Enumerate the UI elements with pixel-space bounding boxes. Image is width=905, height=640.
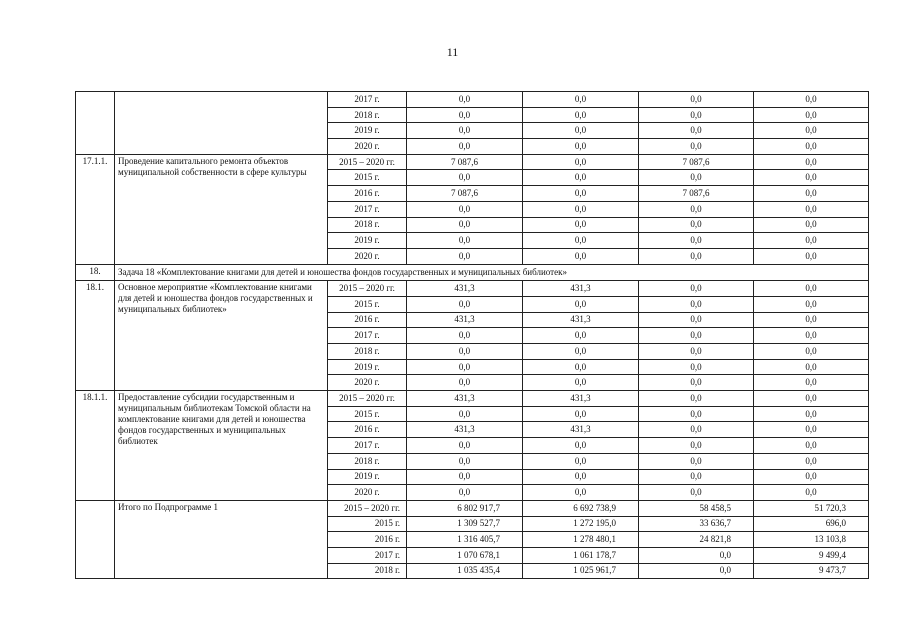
value-cell: 1 025 961,7 — [523, 563, 639, 579]
period-cell: 2019 г. — [328, 123, 407, 139]
period-cell: 2018 г. — [328, 563, 407, 579]
value-cell: 0,0 — [639, 92, 754, 108]
value-cell: 0,0 — [639, 123, 754, 139]
value-cell: 0,0 — [754, 375, 869, 391]
value-cell: 0,0 — [407, 248, 523, 264]
item-number: 18.1.1. — [76, 391, 115, 501]
value-cell: 0,0 — [523, 107, 639, 123]
period-cell: 2020 г. — [328, 485, 407, 501]
value-cell: 0,0 — [639, 469, 754, 485]
value-cell: 0,0 — [407, 107, 523, 123]
table-body — [76, 92, 869, 579]
item-number — [76, 92, 115, 155]
value-cell: 0,0 — [523, 154, 639, 170]
value-cell: 0,0 — [754, 312, 869, 328]
value-cell: 0,0 — [639, 296, 754, 312]
value-cell: 7 087,6 — [639, 154, 754, 170]
value-cell: 0,0 — [523, 359, 639, 375]
value-cell: 33 636,7 — [639, 516, 754, 532]
value-cell: 6 802 917,7 — [407, 500, 523, 516]
value-cell: 431,3 — [523, 312, 639, 328]
value-cell: 1 309 527,7 — [407, 516, 523, 532]
period-cell: 2016 г. — [328, 532, 407, 548]
value-cell: 0,0 — [639, 248, 754, 264]
value-cell: 0,0 — [523, 344, 639, 360]
period-cell: 2017 г. — [328, 547, 407, 563]
value-cell: 431,3 — [523, 422, 639, 438]
value-cell: 0,0 — [754, 92, 869, 108]
value-cell: 0,0 — [523, 375, 639, 391]
value-cell: 7 087,6 — [407, 186, 523, 202]
value-cell: 0,0 — [523, 406, 639, 422]
table-row — [76, 281, 869, 297]
value-cell: 0,0 — [523, 217, 639, 233]
value-cell: 0,0 — [407, 296, 523, 312]
value-cell: 0,0 — [639, 563, 754, 579]
value-cell: 0,0 — [639, 139, 754, 155]
value-cell: 0,0 — [754, 391, 869, 407]
value-cell: 0,0 — [407, 201, 523, 217]
period-cell: 2018 г. — [328, 107, 407, 123]
table-row — [76, 92, 869, 108]
value-cell: 0,0 — [523, 328, 639, 344]
value-cell: 0,0 — [407, 123, 523, 139]
value-cell: 0,0 — [754, 107, 869, 123]
value-cell: 0,0 — [523, 233, 639, 249]
value-cell: 9 499,4 — [754, 547, 869, 563]
value-cell: 0,0 — [639, 406, 754, 422]
value-cell: 0,0 — [523, 170, 639, 186]
value-cell: 0,0 — [639, 344, 754, 360]
value-cell: 0,0 — [639, 312, 754, 328]
value-cell: 0,0 — [754, 154, 869, 170]
value-cell: 7 087,6 — [639, 186, 754, 202]
value-cell: 0,0 — [754, 248, 869, 264]
period-cell: 2017 г. — [328, 328, 407, 344]
value-cell: 9 473,7 — [754, 563, 869, 579]
item-number: 18. — [76, 264, 115, 281]
value-cell: 24 821,8 — [639, 532, 754, 548]
period-cell: 2015 – 2020 гг. — [328, 500, 407, 516]
funding-table — [75, 91, 869, 579]
value-cell: 51 720,3 — [754, 500, 869, 516]
item-name: Основное мероприятие «Комплектование книгами для детей и юношества фондов государственных и муниципальных библиотек» — [115, 281, 328, 391]
value-cell: 0,0 — [754, 422, 869, 438]
value-cell: 0,0 — [754, 485, 869, 501]
table-row — [76, 154, 869, 170]
value-cell: 0,0 — [754, 453, 869, 469]
period-cell: 2018 г. — [328, 344, 407, 360]
value-cell: 0,0 — [639, 281, 754, 297]
value-cell: 0,0 — [754, 296, 869, 312]
value-cell: 1 035 435,4 — [407, 563, 523, 579]
value-cell: 0,0 — [639, 359, 754, 375]
period-cell: 2015 – 2020 гг. — [328, 281, 407, 297]
value-cell: 0,0 — [754, 438, 869, 454]
period-cell: 2015 г. — [328, 296, 407, 312]
value-cell: 431,3 — [523, 281, 639, 297]
value-cell: 0,0 — [407, 359, 523, 375]
value-cell: 0,0 — [754, 186, 869, 202]
value-cell: 0,0 — [523, 248, 639, 264]
value-cell: 0,0 — [754, 359, 869, 375]
value-cell: 0,0 — [523, 485, 639, 501]
value-cell: 0,0 — [523, 92, 639, 108]
item-number: 17.1.1. — [76, 154, 115, 264]
value-cell: 0,0 — [639, 201, 754, 217]
value-cell: 0,0 — [754, 281, 869, 297]
value-cell: 0,0 — [523, 453, 639, 469]
period-cell: 2020 г. — [328, 139, 407, 155]
period-cell: 2019 г. — [328, 469, 407, 485]
period-cell: 2020 г. — [328, 248, 407, 264]
item-name: Проведение капитального ремонта объектов муниципальной собственности в сфере культуры — [115, 154, 328, 264]
value-cell: 0,0 — [407, 92, 523, 108]
value-cell: 0,0 — [407, 469, 523, 485]
value-cell: 0,0 — [407, 375, 523, 391]
value-cell: 0,0 — [523, 186, 639, 202]
period-cell: 2016 г. — [328, 312, 407, 328]
table-row — [76, 391, 869, 407]
value-cell: 0,0 — [639, 485, 754, 501]
period-cell: 2015 – 2020 гг. — [328, 154, 407, 170]
value-cell: 0,0 — [407, 139, 523, 155]
value-cell: 0,0 — [639, 375, 754, 391]
period-cell: 2016 г. — [328, 186, 407, 202]
value-cell: 431,3 — [407, 391, 523, 407]
value-cell: 1 272 195,0 — [523, 516, 639, 532]
value-cell: 0,0 — [523, 201, 639, 217]
value-cell: 0,0 — [639, 107, 754, 123]
value-cell: 0,0 — [523, 438, 639, 454]
value-cell: 0,0 — [523, 469, 639, 485]
item-number — [76, 500, 115, 578]
total-row — [76, 500, 869, 516]
value-cell: 0,0 — [407, 406, 523, 422]
value-cell: 431,3 — [407, 281, 523, 297]
value-cell: 0,0 — [407, 344, 523, 360]
period-cell: 2015 – 2020 гг. — [328, 391, 407, 407]
value-cell: 0,0 — [754, 406, 869, 422]
item-name: Предоставление субсидии государственным и муниципальным библиотекам Томской области на комплектование книгами для детей и юношества фондов государственных и муниципальных библиотек — [115, 391, 328, 501]
page-number: 11 — [446, 45, 459, 59]
value-cell: 58 458,5 — [639, 500, 754, 516]
period-cell: 2018 г. — [328, 453, 407, 469]
task-title: Задача 18 «Комплектование книгами для детей и юношества фондов государственных и муниципальных библиотек» — [115, 264, 869, 281]
value-cell: 0,0 — [754, 328, 869, 344]
value-cell: 0,0 — [754, 139, 869, 155]
value-cell: 0,0 — [523, 123, 639, 139]
value-cell: 13 103,8 — [754, 532, 869, 548]
value-cell: 0,0 — [639, 217, 754, 233]
value-cell: 0,0 — [639, 170, 754, 186]
value-cell: 0,0 — [754, 123, 869, 139]
value-cell: 0,0 — [407, 485, 523, 501]
value-cell: 431,3 — [407, 312, 523, 328]
value-cell: 0,0 — [639, 453, 754, 469]
value-cell: 0,0 — [639, 233, 754, 249]
value-cell: 0,0 — [407, 217, 523, 233]
value-cell: 6 692 738,9 — [523, 500, 639, 516]
period-cell: 2018 г. — [328, 217, 407, 233]
period-cell: 2019 г. — [328, 359, 407, 375]
period-cell: 2017 г. — [328, 92, 407, 108]
period-cell: 2017 г. — [328, 201, 407, 217]
value-cell: 0,0 — [754, 469, 869, 485]
value-cell: 0,0 — [639, 328, 754, 344]
value-cell: 0,0 — [754, 170, 869, 186]
value-cell: 1 061 178,7 — [523, 547, 639, 563]
task-row — [76, 264, 869, 281]
value-cell: 0,0 — [639, 422, 754, 438]
period-cell: 2015 г. — [328, 406, 407, 422]
value-cell: 0,0 — [639, 438, 754, 454]
value-cell: 0,0 — [754, 344, 869, 360]
value-cell: 0,0 — [407, 233, 523, 249]
period-cell: 2020 г. — [328, 375, 407, 391]
value-cell: 0,0 — [407, 438, 523, 454]
value-cell: 431,3 — [523, 391, 639, 407]
value-cell: 1 278 480,1 — [523, 532, 639, 548]
period-cell: 2015 г. — [328, 170, 407, 186]
item-number: 18.1. — [76, 281, 115, 391]
item-name: Итого по Подпрограмме 1 — [115, 500, 328, 578]
period-cell: 2015 г. — [328, 516, 407, 532]
value-cell: 431,3 — [407, 422, 523, 438]
value-cell: 0,0 — [754, 201, 869, 217]
value-cell: 0,0 — [407, 170, 523, 186]
value-cell: 7 087,6 — [407, 154, 523, 170]
item-name — [115, 92, 328, 155]
value-cell: 1 070 678,1 — [407, 547, 523, 563]
value-cell: 0,0 — [523, 139, 639, 155]
value-cell: 0,0 — [639, 547, 754, 563]
value-cell: 0,0 — [407, 328, 523, 344]
period-cell: 2019 г. — [328, 233, 407, 249]
value-cell: 0,0 — [523, 296, 639, 312]
period-cell: 2016 г. — [328, 422, 407, 438]
value-cell: 0,0 — [639, 391, 754, 407]
value-cell: 0,0 — [407, 453, 523, 469]
value-cell: 0,0 — [754, 217, 869, 233]
value-cell: 0,0 — [754, 233, 869, 249]
value-cell: 696,0 — [754, 516, 869, 532]
period-cell: 2017 г. — [328, 438, 407, 454]
value-cell: 1 316 405,7 — [407, 532, 523, 548]
